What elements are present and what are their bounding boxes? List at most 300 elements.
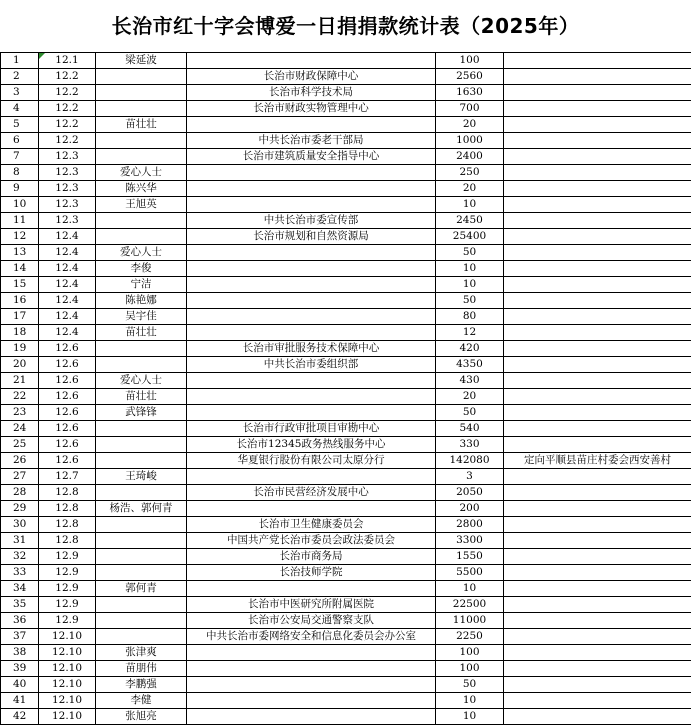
- note-cell[interactable]: [504, 421, 691, 437]
- amount-cell-text: 5500: [456, 566, 483, 578]
- amount-cell[interactable]: [436, 197, 504, 213]
- date-cell[interactable]: [39, 693, 96, 709]
- row-number-cell[interactable]: [1, 581, 39, 597]
- donor-name-cell[interactable]: [96, 565, 187, 581]
- note-cell[interactable]: [504, 661, 691, 677]
- table-row: [1, 133, 691, 149]
- row-number-cell[interactable]: [1, 261, 39, 277]
- organization-cell[interactable]: [187, 341, 436, 357]
- note-cell[interactable]: [504, 53, 691, 69]
- note-cell[interactable]: [504, 309, 691, 325]
- organization-cell[interactable]: [187, 293, 436, 309]
- organization-cell[interactable]: [187, 53, 436, 69]
- row-number-cell[interactable]: [1, 165, 39, 181]
- donor-name-cell[interactable]: [96, 293, 187, 309]
- date-cell-text: 12.10: [52, 678, 82, 690]
- note-cell[interactable]: [504, 341, 691, 357]
- amount-cell[interactable]: [436, 469, 504, 485]
- date-cell[interactable]: [39, 165, 96, 181]
- note-cell[interactable]: [504, 373, 691, 389]
- donor-name-cell[interactable]: [96, 309, 187, 325]
- row-number-cell[interactable]: [1, 597, 39, 613]
- table-row: [1, 229, 691, 245]
- organization-cell[interactable]: [187, 197, 436, 213]
- note-cell[interactable]: [504, 581, 691, 597]
- row-number-cell[interactable]: [1, 341, 39, 357]
- row-number-cell-text: 12: [13, 230, 26, 242]
- organization-cell[interactable]: [187, 581, 436, 597]
- organization-cell[interactable]: [187, 309, 436, 325]
- table-row: [1, 405, 691, 421]
- date-cell[interactable]: [39, 341, 96, 357]
- amount-cell[interactable]: [436, 101, 504, 117]
- note-cell[interactable]: [504, 453, 691, 469]
- date-cell[interactable]: [39, 405, 96, 421]
- organization-cell[interactable]: [187, 389, 436, 405]
- donor-name-cell[interactable]: [96, 197, 187, 213]
- date-cell-text: 12.4: [55, 230, 78, 242]
- donor-name-cell[interactable]: [96, 165, 187, 181]
- row-number-cell[interactable]: [1, 357, 39, 373]
- organization-cell[interactable]: [187, 613, 436, 629]
- amount-cell-text: 1550: [456, 550, 483, 562]
- note-cell[interactable]: [504, 405, 691, 421]
- amount-cell[interactable]: [436, 581, 504, 597]
- amount-cell[interactable]: [436, 597, 504, 613]
- amount-cell-text: 10: [463, 710, 476, 722]
- note-cell[interactable]: [504, 533, 691, 549]
- amount-cell[interactable]: [436, 85, 504, 101]
- date-cell[interactable]: [39, 597, 96, 613]
- date-cell[interactable]: [39, 517, 96, 533]
- note-cell[interactable]: [504, 133, 691, 149]
- amount-cell[interactable]: [436, 165, 504, 181]
- amount-cell[interactable]: [436, 149, 504, 165]
- date-cell[interactable]: [39, 549, 96, 565]
- donor-name-cell[interactable]: [96, 501, 187, 517]
- amount-cell[interactable]: [436, 341, 504, 357]
- date-cell-text: 12.7: [55, 470, 78, 482]
- note-cell[interactable]: [504, 101, 691, 117]
- note-cell[interactable]: [504, 645, 691, 661]
- organization-cell[interactable]: [187, 245, 436, 261]
- amount-cell[interactable]: [436, 613, 504, 629]
- organization-cell[interactable]: [187, 597, 436, 613]
- date-cell[interactable]: [39, 501, 96, 517]
- date-cell[interactable]: [39, 293, 96, 309]
- note-cell[interactable]: [504, 325, 691, 341]
- row-number-cell[interactable]: [1, 373, 39, 389]
- amount-cell[interactable]: [436, 357, 504, 373]
- table-row: [1, 677, 691, 693]
- date-cell[interactable]: [39, 485, 96, 501]
- note-cell[interactable]: [504, 165, 691, 181]
- organization-cell[interactable]: [187, 645, 436, 661]
- note-cell[interactable]: [504, 565, 691, 581]
- amount-cell[interactable]: [436, 309, 504, 325]
- donor-name-cell[interactable]: [96, 629, 187, 645]
- amount-cell[interactable]: [436, 629, 504, 645]
- amount-cell[interactable]: [436, 501, 504, 517]
- amount-cell[interactable]: [436, 693, 504, 709]
- organization-cell[interactable]: [187, 453, 436, 469]
- amount-cell[interactable]: [436, 53, 504, 69]
- organization-cell[interactable]: [187, 133, 436, 149]
- date-cell[interactable]: [39, 277, 96, 293]
- date-cell-text: 12.6: [55, 438, 78, 450]
- date-cell[interactable]: [39, 469, 96, 485]
- organization-cell[interactable]: [187, 437, 436, 453]
- amount-cell-text: 2400: [456, 150, 483, 162]
- date-cell-text: 12.4: [55, 294, 78, 306]
- date-cell[interactable]: [39, 85, 96, 101]
- amount-cell[interactable]: [436, 389, 504, 405]
- table-row: [1, 549, 691, 565]
- organization-cell[interactable]: [187, 517, 436, 533]
- donor-name-cell[interactable]: [96, 133, 187, 149]
- date-cell[interactable]: [39, 533, 96, 549]
- amount-cell-text: 50: [463, 678, 476, 690]
- donor-name-cell[interactable]: [96, 549, 187, 565]
- amount-cell-text: 540: [459, 422, 479, 434]
- row-number-cell[interactable]: [1, 565, 39, 581]
- organization-cell[interactable]: [187, 549, 436, 565]
- row-number-cell[interactable]: [1, 437, 39, 453]
- amount-cell[interactable]: [436, 485, 504, 501]
- note-cell[interactable]: [504, 69, 691, 85]
- donor-name-cell[interactable]: [96, 325, 187, 341]
- row-number-cell[interactable]: [1, 325, 39, 341]
- donor-name-cell[interactable]: [96, 581, 187, 597]
- amount-cell-text: 3300: [456, 534, 483, 546]
- amount-cell[interactable]: [436, 293, 504, 309]
- organization-cell[interactable]: [187, 181, 436, 197]
- amount-cell[interactable]: [436, 421, 504, 437]
- note-cell[interactable]: [504, 213, 691, 229]
- row-number-cell[interactable]: [1, 181, 39, 197]
- donor-name-cell[interactable]: [96, 357, 187, 373]
- amount-cell[interactable]: [436, 533, 504, 549]
- amount-cell-text: 10: [463, 278, 476, 290]
- amount-cell[interactable]: [436, 677, 504, 693]
- organization-cell[interactable]: [187, 469, 436, 485]
- date-cell[interactable]: [39, 229, 96, 245]
- date-cell-text: 12.10: [52, 710, 82, 722]
- amount-cell[interactable]: [436, 69, 504, 85]
- row-number-cell[interactable]: [1, 389, 39, 405]
- donor-name-cell[interactable]: [96, 149, 187, 165]
- donor-name-cell[interactable]: [96, 517, 187, 533]
- amount-cell-text: 10: [463, 582, 476, 594]
- row-number-cell[interactable]: [1, 613, 39, 629]
- date-cell-text: 12.10: [52, 694, 82, 706]
- organization-cell-text: 长治市商务局: [280, 550, 343, 562]
- row-number-cell[interactable]: [1, 53, 39, 69]
- row-number-cell[interactable]: [1, 485, 39, 501]
- date-cell[interactable]: [39, 101, 96, 117]
- date-cell[interactable]: [39, 309, 96, 325]
- row-number-cell[interactable]: [1, 549, 39, 565]
- donor-name-cell[interactable]: [96, 373, 187, 389]
- organization-cell[interactable]: [187, 229, 436, 245]
- amount-cell[interactable]: [436, 277, 504, 293]
- date-cell[interactable]: [39, 613, 96, 629]
- amount-cell[interactable]: [436, 645, 504, 661]
- donor-name-cell[interactable]: [96, 85, 187, 101]
- donor-name-cell[interactable]: [96, 421, 187, 437]
- organization-cell[interactable]: [187, 373, 436, 389]
- row-number-cell[interactable]: [1, 405, 39, 421]
- amount-cell[interactable]: [436, 181, 504, 197]
- donor-name-cell[interactable]: [96, 389, 187, 405]
- row-number-cell[interactable]: [1, 693, 39, 709]
- table-row: [1, 357, 691, 373]
- amount-cell[interactable]: [436, 213, 504, 229]
- donor-name-cell-text: 苗壮壮: [125, 118, 157, 130]
- donor-name-cell[interactable]: [96, 613, 187, 629]
- date-cell[interactable]: [39, 117, 96, 133]
- note-cell[interactable]: [504, 117, 691, 133]
- note-cell[interactable]: [504, 597, 691, 613]
- row-number-cell[interactable]: [1, 197, 39, 213]
- organization-cell[interactable]: [187, 693, 436, 709]
- note-cell[interactable]: [504, 629, 691, 645]
- organization-cell[interactable]: [187, 357, 436, 373]
- amount-cell[interactable]: [436, 325, 504, 341]
- donor-name-cell[interactable]: [96, 53, 187, 69]
- date-cell[interactable]: [39, 373, 96, 389]
- date-cell[interactable]: [39, 53, 96, 69]
- organization-cell[interactable]: [187, 501, 436, 517]
- row-number-cell-text: 39: [13, 662, 26, 674]
- note-cell[interactable]: [504, 485, 691, 501]
- row-number-cell[interactable]: [1, 661, 39, 677]
- organization-cell[interactable]: [187, 405, 436, 421]
- donor-name-cell-text: 王琦峻: [125, 470, 157, 482]
- donor-name-cell[interactable]: [96, 677, 187, 693]
- amount-cell[interactable]: [436, 117, 504, 133]
- row-number-cell[interactable]: [1, 309, 39, 325]
- organization-cell-text: 长治市科学技术局: [269, 86, 353, 98]
- note-cell[interactable]: [504, 613, 691, 629]
- organization-cell[interactable]: [187, 661, 436, 677]
- amount-cell[interactable]: [436, 373, 504, 389]
- row-number-cell-text: 14: [13, 262, 26, 274]
- organization-cell[interactable]: [187, 213, 436, 229]
- date-cell-text: 12.3: [55, 214, 78, 226]
- donor-name-cell[interactable]: [96, 229, 187, 245]
- row-number-cell-text: 29: [13, 502, 26, 514]
- date-cell[interactable]: [39, 629, 96, 645]
- date-cell[interactable]: [39, 389, 96, 405]
- donor-name-cell[interactable]: [96, 245, 187, 261]
- row-number-cell[interactable]: [1, 101, 39, 117]
- organization-cell[interactable]: [187, 69, 436, 85]
- note-cell[interactable]: [504, 517, 691, 533]
- note-cell[interactable]: [504, 437, 691, 453]
- donor-name-cell[interactable]: [96, 117, 187, 133]
- date-cell[interactable]: [39, 437, 96, 453]
- organization-cell[interactable]: [187, 325, 436, 341]
- amount-cell[interactable]: [436, 517, 504, 533]
- row-number-cell[interactable]: [1, 421, 39, 437]
- organization-cell[interactable]: [187, 533, 436, 549]
- date-cell[interactable]: [39, 421, 96, 437]
- donor-name-cell[interactable]: [96, 661, 187, 677]
- date-cell[interactable]: [39, 565, 96, 581]
- date-cell[interactable]: [39, 357, 96, 373]
- donor-name-cell[interactable]: [96, 645, 187, 661]
- donor-name-cell[interactable]: [96, 437, 187, 453]
- amount-cell[interactable]: [436, 229, 504, 245]
- row-number-cell[interactable]: [1, 469, 39, 485]
- donor-name-cell[interactable]: [96, 101, 187, 117]
- organization-cell[interactable]: [187, 149, 436, 165]
- note-cell[interactable]: [504, 389, 691, 405]
- row-number-cell[interactable]: [1, 85, 39, 101]
- organization-cell[interactable]: [187, 117, 436, 133]
- row-number-cell[interactable]: [1, 133, 39, 149]
- donor-name-cell[interactable]: [96, 597, 187, 613]
- donor-name-cell[interactable]: [96, 709, 187, 725]
- row-number-cell[interactable]: [1, 229, 39, 245]
- note-cell[interactable]: [504, 469, 691, 485]
- amount-cell-text: 10: [463, 198, 476, 210]
- row-number-cell-text: 19: [13, 342, 26, 354]
- amount-cell[interactable]: [436, 245, 504, 261]
- date-cell[interactable]: [39, 261, 96, 277]
- note-cell[interactable]: [504, 197, 691, 213]
- note-cell[interactable]: [504, 693, 691, 709]
- organization-cell[interactable]: [187, 101, 436, 117]
- organization-cell[interactable]: [187, 565, 436, 581]
- donor-name-cell[interactable]: [96, 181, 187, 197]
- note-cell[interactable]: [504, 245, 691, 261]
- row-number-cell[interactable]: [1, 69, 39, 85]
- row-number-cell[interactable]: [1, 517, 39, 533]
- row-number-cell[interactable]: [1, 629, 39, 645]
- row-number-cell[interactable]: [1, 453, 39, 469]
- amount-cell-text: 4350: [456, 358, 483, 370]
- organization-cell-text: 中共长治市委组织部: [264, 358, 359, 370]
- amount-cell[interactable]: [436, 133, 504, 149]
- note-cell[interactable]: [504, 293, 691, 309]
- note-cell[interactable]: [504, 181, 691, 197]
- donor-name-cell[interactable]: [96, 69, 187, 85]
- donor-name-cell-text: 爱心人士: [120, 374, 162, 386]
- table-row: [1, 165, 691, 181]
- donor-name-cell[interactable]: [96, 533, 187, 549]
- date-cell[interactable]: [39, 133, 96, 149]
- organization-cell[interactable]: [187, 677, 436, 693]
- table-row: [1, 437, 691, 453]
- row-number-cell[interactable]: [1, 709, 39, 725]
- amount-cell-text: 2560: [456, 70, 483, 82]
- note-cell[interactable]: [504, 277, 691, 293]
- row-number-cell[interactable]: [1, 277, 39, 293]
- amount-cell-text: 100: [459, 662, 479, 674]
- row-number-cell[interactable]: [1, 645, 39, 661]
- note-cell[interactable]: [504, 549, 691, 565]
- donor-name-cell[interactable]: [96, 261, 187, 277]
- date-cell[interactable]: [39, 709, 96, 725]
- row-number-cell[interactable]: [1, 533, 39, 549]
- date-cell[interactable]: [39, 661, 96, 677]
- amount-cell[interactable]: [436, 661, 504, 677]
- donor-name-cell[interactable]: [96, 213, 187, 229]
- donation-table: [0, 52, 691, 725]
- note-cell[interactable]: [504, 261, 691, 277]
- donor-name-cell[interactable]: [96, 277, 187, 293]
- donor-name-cell[interactable]: [96, 453, 187, 469]
- organization-cell[interactable]: [187, 709, 436, 725]
- donor-name-cell[interactable]: [96, 341, 187, 357]
- note-cell[interactable]: [504, 677, 691, 693]
- amount-cell-text: 430: [459, 374, 479, 386]
- row-number-cell[interactable]: [1, 117, 39, 133]
- note-cell[interactable]: [504, 357, 691, 373]
- organization-cell[interactable]: [187, 165, 436, 181]
- organization-cell[interactable]: [187, 421, 436, 437]
- note-cell[interactable]: [504, 229, 691, 245]
- organization-cell[interactable]: [187, 485, 436, 501]
- amount-cell[interactable]: [436, 565, 504, 581]
- amount-cell[interactable]: [436, 453, 504, 469]
- amount-cell[interactable]: [436, 549, 504, 565]
- amount-cell-text: 11000: [453, 614, 486, 626]
- organization-cell[interactable]: [187, 85, 436, 101]
- row-number-cell[interactable]: [1, 149, 39, 165]
- donor-name-cell[interactable]: [96, 485, 187, 501]
- note-cell[interactable]: [504, 709, 691, 725]
- note-cell[interactable]: [504, 85, 691, 101]
- organization-cell[interactable]: [187, 277, 436, 293]
- row-number-cell[interactable]: [1, 213, 39, 229]
- amount-cell[interactable]: [436, 261, 504, 277]
- date-cell[interactable]: [39, 581, 96, 597]
- organization-cell[interactable]: [187, 629, 436, 645]
- amount-cell[interactable]: [436, 709, 504, 725]
- donor-name-cell[interactable]: [96, 405, 187, 421]
- amount-cell[interactable]: [436, 437, 504, 453]
- date-cell[interactable]: [39, 149, 96, 165]
- date-cell[interactable]: [39, 453, 96, 469]
- date-cell-text: 12.8: [55, 534, 78, 546]
- organization-cell[interactable]: [187, 261, 436, 277]
- note-cell[interactable]: [504, 501, 691, 517]
- row-number-cell[interactable]: [1, 677, 39, 693]
- note-cell[interactable]: [504, 149, 691, 165]
- amount-cell[interactable]: [436, 405, 504, 421]
- donor-name-cell[interactable]: [96, 693, 187, 709]
- row-number-cell[interactable]: [1, 501, 39, 517]
- table-row: [1, 597, 691, 613]
- date-cell[interactable]: [39, 325, 96, 341]
- date-cell[interactable]: [39, 645, 96, 661]
- row-number-cell[interactable]: [1, 245, 39, 261]
- amount-cell-text: 100: [459, 54, 479, 66]
- organization-cell-text: 长治市12345政务热线服务中心: [237, 438, 386, 450]
- date-cell[interactable]: [39, 213, 96, 229]
- date-cell[interactable]: [39, 245, 96, 261]
- date-cell[interactable]: [39, 677, 96, 693]
- donor-name-cell[interactable]: [96, 469, 187, 485]
- date-cell[interactable]: [39, 69, 96, 85]
- row-number-cell[interactable]: [1, 293, 39, 309]
- date-cell[interactable]: [39, 181, 96, 197]
- date-cell[interactable]: [39, 197, 96, 213]
- amount-cell-text: 10: [463, 262, 476, 274]
